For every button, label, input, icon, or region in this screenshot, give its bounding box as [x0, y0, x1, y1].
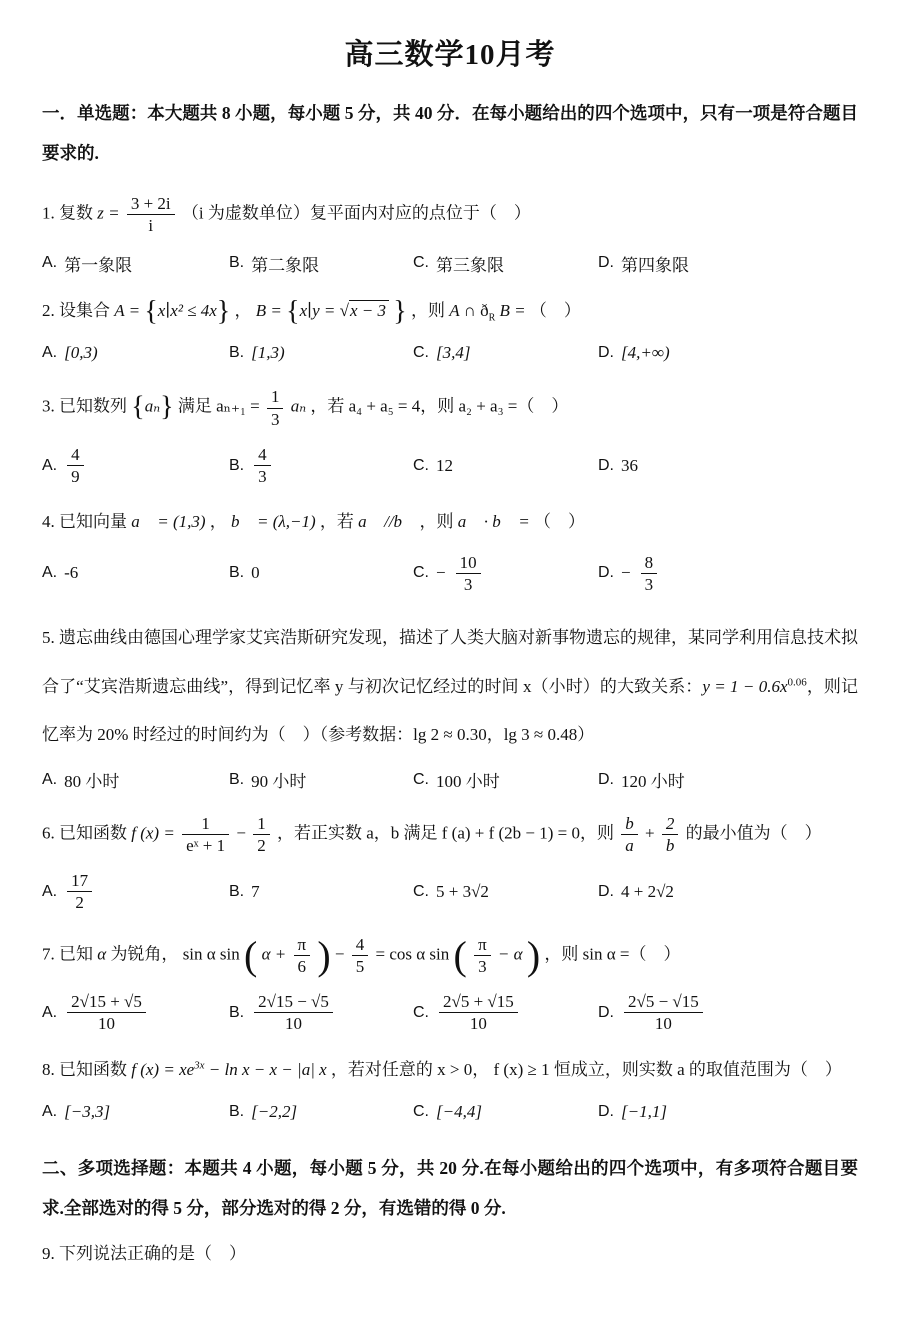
denominator: 2 [257, 835, 266, 855]
options-row [42, 869, 858, 915]
option-b [229, 990, 413, 1036]
math-fragment: f (x) = xe [131, 1059, 195, 1079]
option-value: [1,3) [251, 343, 285, 363]
options-row [42, 249, 858, 277]
option-label: D. [598, 770, 614, 788]
numerator: 2√15 + √5 [67, 991, 146, 1013]
option-value: [0,3) [64, 343, 98, 363]
numerator: 4 [254, 444, 271, 466]
question-1-stem [42, 192, 858, 238]
numerator: 8 [641, 552, 658, 574]
option-value: 第二象限 [251, 255, 320, 275]
paren: ) [317, 932, 331, 978]
option-d [598, 767, 858, 792]
option-label: D. [598, 882, 614, 900]
brace: { [144, 295, 158, 327]
option-value: 90 小时 [251, 772, 307, 791]
options-row [42, 339, 858, 367]
stem-text: （ ） [529, 301, 581, 320]
options-row [42, 443, 858, 489]
question-6-stem [42, 812, 858, 858]
option-label: B. [229, 882, 245, 900]
option-label: C. [413, 564, 429, 582]
stem-text: ，则 [419, 512, 458, 532]
plus-sign: + [645, 823, 655, 843]
option-label: C. [413, 456, 429, 474]
stem-text: ，若正实数 a，b 满足 f (a) + f (2b − 1) = 0，则 [276, 823, 615, 843]
numerator: 2√5 + √15 [439, 991, 518, 1013]
denominator: 10 [98, 1014, 115, 1034]
numerator: 3 + 2i [127, 193, 175, 215]
denominator: i [148, 215, 154, 235]
stem-text: ， [234, 301, 252, 320]
brace: { [131, 391, 145, 423]
numerator: 2√5 − √15 [624, 991, 703, 1013]
option-value: [4,+∞) [621, 343, 670, 363]
option-label: C. [413, 770, 429, 788]
question-1 [42, 192, 858, 278]
math-fragment: − ln x − x − |a| x [204, 1059, 327, 1079]
brace: } [160, 391, 174, 423]
stem-text: 为锐角， [110, 944, 179, 964]
option-d [598, 251, 858, 276]
option-c [413, 882, 598, 902]
numerator: 2√15 − √5 [254, 991, 333, 1013]
option-value: 0 [251, 563, 260, 583]
math-fragment: − α [497, 944, 523, 964]
denominator: 6 [297, 956, 307, 976]
fraction [439, 991, 518, 1035]
denominator: 10 [285, 1014, 302, 1034]
minus-sign: − [334, 944, 345, 964]
section-1-header: 一．单选题：本大题共 8 小题，每小题 5 分，共 40 分．在每小题给出的四个选项中，只有一项是符合题目要求的. [42, 103, 858, 164]
denominator: 9 [71, 467, 80, 487]
option-label: C. [413, 254, 429, 271]
stem-text: 5. 遗忘曲线由德国心理学家艾宾浩斯研究发现，描述了人类大脑对新事物遗忘的规律，某同学利用信息技术拟合了“艾宾浩斯遗忘曲线”，得到记忆率 y 与初次记忆经过的时间 x（小时）的大致关系： [42, 628, 858, 696]
option-b [229, 767, 413, 792]
math-fragment: α + [261, 944, 287, 964]
option-a [42, 343, 229, 363]
stem-text: ，若对任意的 x > 0， f (x) ≥ 1 恒成立，则实数 a 的取值范围为（ ） [330, 1059, 842, 1079]
paren: ) [526, 932, 541, 978]
option-b [229, 563, 413, 583]
option-d [598, 882, 858, 902]
option-a [42, 990, 229, 1036]
math-fragment: y = 1 − 0.6x [702, 676, 788, 696]
question-2-stem [42, 295, 858, 327]
math-fragment: x∣y = [299, 301, 336, 320]
question-3 [42, 385, 858, 488]
option-label: D. [598, 344, 614, 362]
denominator: 3 [258, 467, 267, 487]
numerator: 4 [352, 934, 369, 956]
stem-text: 8. 已知函数 [42, 1059, 132, 1079]
stem-text: ， [209, 512, 232, 532]
page-title: 高三数学10月考 [344, 39, 556, 71]
fraction [67, 991, 146, 1035]
numerator: 1 [253, 813, 270, 835]
fraction [474, 934, 491, 978]
subscript: R [488, 312, 496, 324]
denominator: b [665, 835, 675, 855]
option-value: 第一象限 [64, 255, 133, 275]
complement-symbol [480, 301, 496, 324]
fraction [641, 552, 658, 596]
numerator: π [474, 934, 491, 956]
option-a [42, 251, 229, 276]
math-fragment: α [97, 944, 107, 964]
stem-text: 7. 已知 [42, 944, 93, 964]
stem-text: 1. 复数 [42, 203, 93, 223]
stem-text: 2. 设集合 [42, 301, 110, 320]
option-value: 120 小时 [621, 772, 685, 791]
math-fragment: a⃗ · b⃗ = [457, 512, 530, 532]
stem-text: 9. 下列说法正确的是（ ） [42, 1244, 246, 1264]
option-a [42, 443, 229, 489]
numerator: 10 [456, 552, 481, 574]
minus-sign: − [236, 823, 246, 843]
option-value: 5 + 3√2 [436, 881, 489, 901]
numerator: 4 [67, 444, 84, 466]
question-9-stem [42, 1238, 858, 1270]
radicand: x − 3 [349, 300, 389, 320]
option-label: B. [229, 344, 245, 362]
math-fragment: A ∩ [449, 301, 476, 320]
brace: { [286, 295, 300, 327]
question-9 [42, 1238, 858, 1270]
fraction [67, 444, 84, 488]
numerator: 1 [182, 813, 229, 835]
math-fragment: = cos α sin [375, 944, 450, 964]
option-label: C. [413, 1102, 429, 1120]
fraction [67, 870, 92, 914]
option-b [229, 1102, 413, 1122]
option-d [598, 1102, 858, 1122]
option-c [413, 767, 598, 792]
option-d [598, 456, 858, 476]
fraction [621, 813, 638, 857]
option-c [413, 551, 598, 597]
numerator: π [294, 934, 311, 956]
minus-sign: − [621, 563, 631, 583]
denominator: 5 [355, 956, 365, 976]
question-6 [42, 812, 858, 915]
option-label: B. [229, 1003, 245, 1021]
stem-text: ，若 [319, 512, 359, 532]
option-c [413, 990, 598, 1036]
question-4 [42, 506, 858, 596]
paren: ( [453, 932, 467, 978]
option-value: [−3,3] [64, 1101, 111, 1121]
question-8 [42, 1054, 858, 1126]
denominator: 3 [270, 409, 280, 429]
option-label: A. [42, 564, 58, 582]
stem-text: ，则 [410, 301, 450, 320]
option-a [42, 1102, 229, 1122]
stem-text: 满足 aₙ₊₁ = [177, 397, 260, 417]
math-fragment: B = [499, 301, 526, 320]
option-value: 36 [621, 455, 638, 475]
option-value: 7 [251, 881, 260, 901]
fraction [352, 934, 369, 978]
option-b [229, 343, 413, 363]
option-c [413, 456, 598, 476]
denominator: 10 [469, 1014, 487, 1034]
denominator: 10 [654, 1014, 672, 1034]
math-fragment: b⃗ = (λ,−1) [231, 512, 316, 532]
denominator: 2 [75, 893, 84, 913]
math-fragment: f (x) = [131, 823, 175, 843]
fraction [456, 552, 481, 596]
numerator: 17 [67, 870, 92, 892]
radical [340, 300, 389, 320]
stem-text: ，则记忆率为 20% 时经过的时间约为（ ）（参考数据：lg 2 ≈ 0.30，lg 3 ≈ 0.48） [42, 676, 859, 745]
math-fragment: A = [114, 301, 141, 320]
option-label: D. [598, 254, 614, 271]
option-value: -6 [64, 563, 79, 583]
option-c [413, 251, 598, 276]
option-label: B. [229, 770, 245, 788]
stem-text: （i 为虚数单位）复平面内对应的点位于（ ） [181, 203, 531, 223]
complement-glyph: ð [480, 301, 489, 320]
question-4-stem [42, 506, 858, 538]
fraction [127, 193, 175, 237]
option-label: B. [229, 456, 245, 474]
paren: ( [244, 932, 258, 978]
denominator: 3 [644, 574, 654, 594]
option-label: D. [598, 1102, 614, 1120]
denominator: 3 [478, 956, 487, 976]
fraction [662, 813, 679, 857]
fraction [267, 386, 284, 430]
minus-sign: − [436, 563, 446, 583]
option-value: [−4,4] [436, 1101, 482, 1121]
option-label: D. [598, 1003, 614, 1021]
denominator: 3 [463, 574, 473, 594]
numerator: 2 [662, 813, 679, 835]
stem-text: 4. 已知向量 [42, 512, 132, 532]
stem-text: （ ） [533, 512, 585, 532]
option-label: A. [42, 344, 58, 362]
option-b [229, 443, 413, 489]
question-2 [42, 295, 858, 367]
options-row [42, 1098, 858, 1126]
option-b [229, 251, 413, 276]
option-b [229, 882, 413, 902]
fraction [182, 813, 229, 857]
option-label: A. [42, 882, 58, 900]
denominator: eˣ + 1 [186, 835, 226, 855]
option-a [42, 767, 229, 792]
math-fragment: z = [97, 203, 120, 223]
question-7-stem [42, 933, 858, 979]
question-8-stem [42, 1054, 858, 1086]
math-fragment: a⃗ //b⃗ [358, 512, 416, 532]
stem-text: ，若 a₄ + a₅ = 4，则 a₂ + a₃ =（ ） [310, 397, 569, 417]
brace: } [216, 295, 231, 327]
option-d [598, 343, 858, 363]
option-d [598, 990, 858, 1036]
math-fragment: sin α sin [182, 944, 240, 964]
option-d [598, 551, 858, 597]
option-value: 第四象限 [621, 255, 689, 275]
fraction [254, 444, 271, 488]
fraction [253, 813, 270, 857]
math-fragment: x∣x² ≤ 4x [157, 301, 217, 320]
option-value: 12 [436, 455, 453, 475]
stem-text: 3. 已知数列 [42, 397, 127, 417]
fraction [624, 991, 703, 1035]
option-label: A. [42, 1003, 58, 1021]
question-7 [42, 933, 858, 1036]
numerator: 1 [267, 386, 284, 408]
option-label: D. [598, 564, 614, 582]
option-c [413, 343, 598, 363]
numerator: b [621, 813, 638, 835]
options-row [42, 766, 858, 794]
options-row [42, 551, 858, 597]
option-label: C. [413, 344, 429, 362]
section-2-header: 二、多项选择题：本题共 4 小题，每小题 5 分，共 20 分.在每小题给出的四个选项中，有多项符合题目要求.全部选对的得 5 分，部分选对的得 2 分，有选错的得 0 分. [42, 1157, 858, 1219]
stem-text: 6. 已知函数 [42, 823, 132, 843]
question-5-stem [42, 614, 858, 759]
stem-text: ，则 sin α =（ ） [544, 944, 681, 964]
denominator: a [625, 835, 634, 855]
option-value: [−2,2] [251, 1101, 298, 1121]
math-fragment: a⃗ = (1,3) [131, 512, 206, 532]
option-value: 100 小时 [436, 772, 500, 791]
math-fragment: B = [255, 301, 282, 320]
option-value: 第三象限 [436, 255, 504, 275]
brace: } [393, 295, 407, 327]
option-a [42, 869, 229, 915]
option-value: [−1,1] [621, 1101, 667, 1121]
math-fragment: aₙ [290, 397, 307, 417]
fraction [254, 991, 333, 1035]
stem-text: 的最小值为（ ） [685, 823, 822, 843]
option-label: A. [42, 1102, 58, 1120]
option-label: C. [413, 882, 429, 900]
option-label: A. [42, 456, 58, 474]
option-value: [3,4] [436, 343, 471, 363]
option-a [42, 563, 229, 583]
options-row [42, 990, 858, 1036]
option-value: 4 + 2√2 [621, 881, 674, 901]
question-5 [42, 614, 858, 793]
option-label: A. [42, 254, 58, 271]
option-label: D. [598, 456, 614, 474]
option-label: C. [413, 1003, 429, 1021]
option-c [413, 1102, 598, 1122]
superscript: 0.06 [787, 675, 807, 688]
fraction [294, 934, 311, 978]
option-label: B. [229, 564, 245, 582]
option-label: A. [42, 770, 58, 788]
question-3-stem [42, 385, 858, 431]
superscript: 3x [194, 1058, 205, 1071]
math-fragment: aₙ [144, 397, 161, 417]
option-label: B. [229, 254, 245, 271]
option-label: B. [229, 1102, 245, 1120]
option-value: 80 小时 [64, 772, 120, 791]
